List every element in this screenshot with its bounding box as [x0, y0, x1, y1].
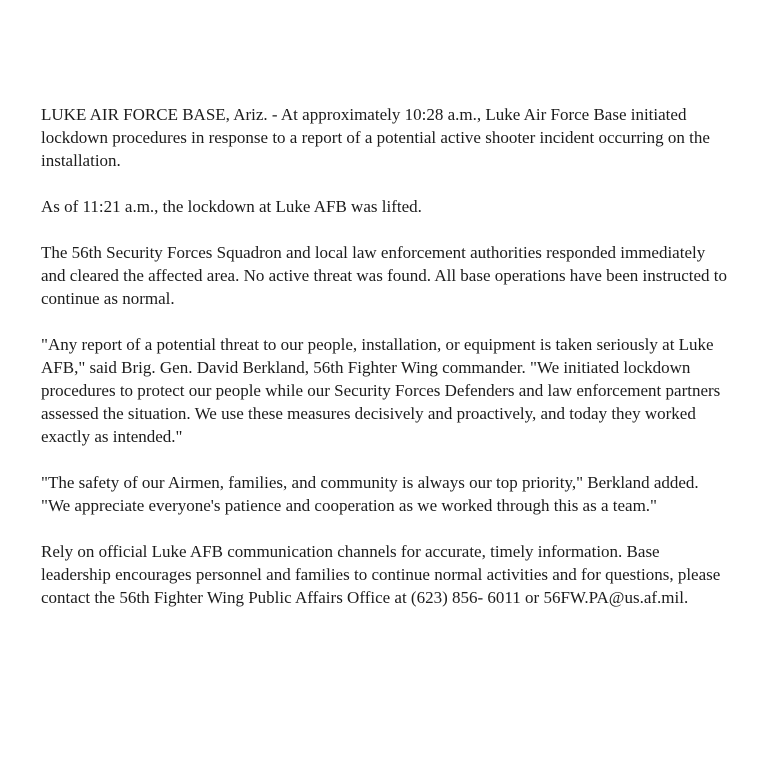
paragraph-response-cleared: The 56th Security Forces Squadron and local law enforcement authorities responded immediately and cleared the affected area. No active threat was found. All base operations have been instructed to continue as normal. — [41, 243, 728, 308]
paragraph-commander-quote-2: "The safety of our Airmen, families, and community is always our top priority," Berkland added. "We appreciate everyone's patience and cooperation as we worked through this as a team." — [41, 473, 699, 515]
press-release-article — [41, 103, 731, 632]
paragraph-contact-info: Rely on official Luke AFB communication channels for accurate, timely information. Base leadership encourages personnel and families to continue normal activities and for questions, please contact the 56th Fighter Wing Public Affairs Office at (623) 856- 6011 or 56FW.PA@us.af.mil. — [41, 542, 721, 607]
paragraph-commander-quote-1: "Any report of a potential threat to our people, installation, or equipment is taken seriously at Luke AFB," said Brig. Gen. David Berkland, 56th Fighter Wing commander. "We initiated lockdown procedures to protect our people while our Security Forces Defenders and law enforcement partners assessed the situation. We use these measures decisively and proactively, and today they worked exactly as intended." — [41, 335, 721, 446]
paragraph-lockdown-initiated: LUKE AIR FORCE BASE, Ariz. - At approximately 10:28 a.m., Luke Air Force Base initiated lockdown procedures in response to a report of a potential active shooter incident occurring on the installation. — [41, 105, 710, 170]
paragraph-lockdown-lifted: As of 11:21 a.m., the lockdown at Luke AFB was lifted. — [41, 197, 422, 216]
